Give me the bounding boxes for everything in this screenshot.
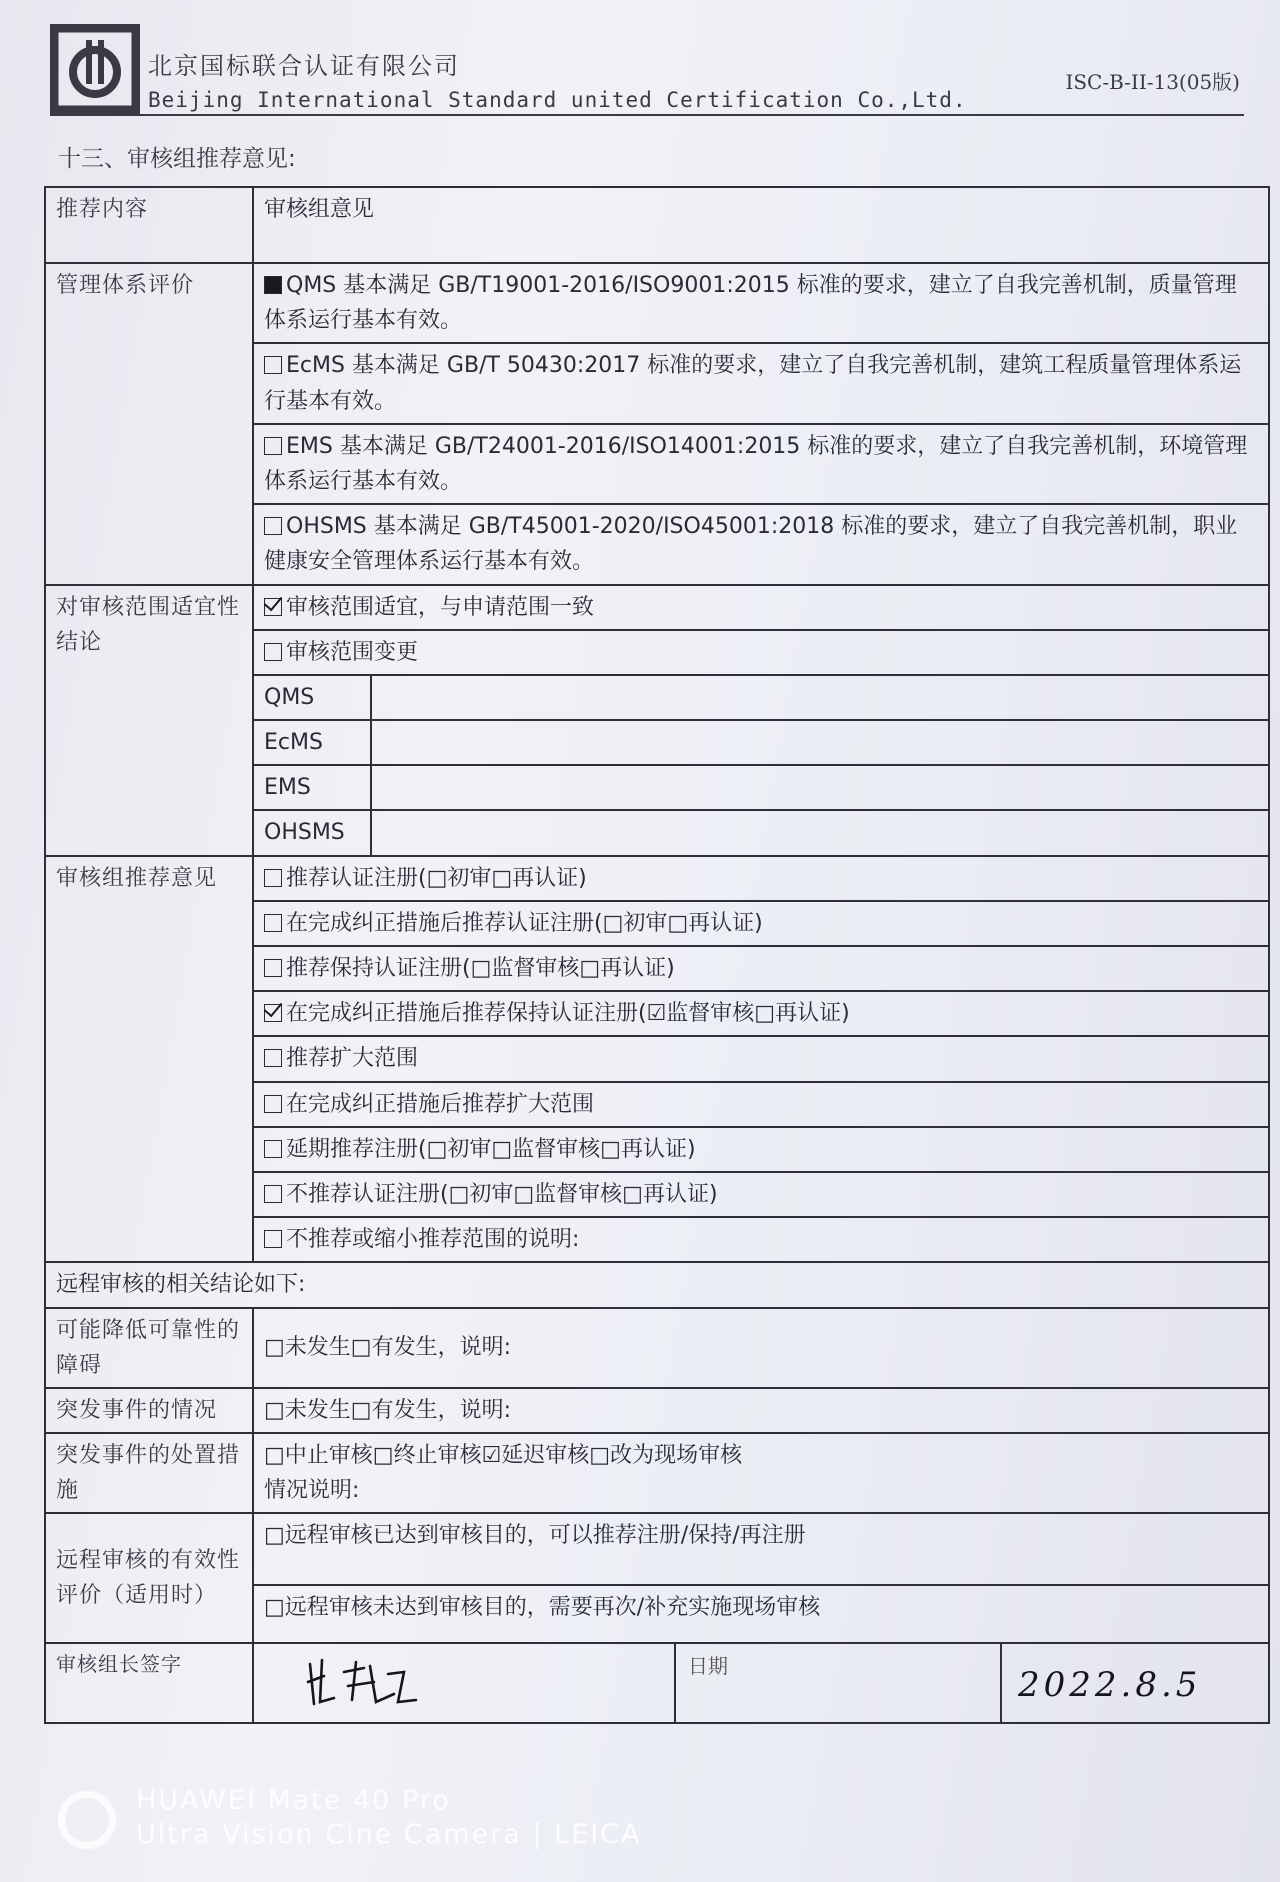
measure-note: 情况说明:	[264, 1478, 360, 1504]
measure-cell	[253, 1433, 1269, 1513]
recommend-item: 延期推荐注册(□初审□监督审核□再认证)	[253, 1127, 1269, 1172]
mgmt-item-ecms: EcMS 基本满足 GB/T 50430:2017 标准的要求，建立了自我完善机制，建筑工程质量管理体系运行基本有效。	[253, 343, 1269, 423]
watermark-line1: HUAWEI Mate 40 Pro	[136, 1785, 451, 1816]
scope-system-qms: QMS	[253, 675, 371, 720]
checkbox-ticked-icon[interactable]	[264, 598, 282, 616]
effect-label: 远程审核的有效性评价（适用时）	[45, 1513, 253, 1643]
effect-option-achieved[interactable]: □远程审核已达到审核目的，可以推荐注册/保持/再注册	[253, 1513, 1269, 1585]
checkbox-filled-icon[interactable]	[264, 276, 282, 294]
mgmt-item-ems: EMS 基本满足 GB/T24001-2016/ISO14001:2015 标准的要求，建立了自我完善机制，环境管理体系运行基本有效。	[253, 424, 1269, 504]
checkbox-icon[interactable]	[264, 1230, 282, 1248]
scope-conclusion-label: 对审核范围适宜性结论	[45, 585, 253, 856]
checkbox-icon[interactable]	[264, 517, 282, 535]
leica-ring-icon	[58, 1791, 116, 1849]
obstacle-value[interactable]: □未发生□有发生，说明:	[253, 1308, 1269, 1388]
watermark-line2: Ultra Vision Cine Camera | LEICA	[136, 1819, 642, 1850]
mgmt-item-qms: QMS 基本满足 GB/T19001-2016/ISO9001:2015 标准的要求，建立了自我完善机制，质量管理体系运行基本有效。	[253, 263, 1269, 343]
scope-system-ohsms: OHSMS	[253, 810, 371, 855]
checkbox-icon[interactable]	[264, 1185, 282, 1203]
header-recommend-content: 推荐内容	[45, 187, 253, 263]
recommend-item: 在完成纠正措施后推荐保持认证注册(☑监督审核□再认证)	[253, 991, 1269, 1036]
measure-value[interactable]: □中止审核□终止审核☑延迟审核□改为现场审核	[264, 1443, 743, 1469]
scope-option-changed: 审核范围变更	[253, 630, 1269, 675]
scope-system-ecms: EcMS	[253, 720, 371, 765]
header-team-opinion: 审核组意见	[253, 187, 1269, 263]
checkbox-icon[interactable]	[264, 914, 282, 932]
company-logo-icon	[50, 24, 140, 114]
remote-audit-title: 远程审核的相关结论如下:	[45, 1262, 1269, 1307]
date-label: 日期	[676, 1644, 1002, 1722]
checkbox-icon[interactable]	[264, 643, 282, 661]
leader-signature-label: 审核组长签字	[45, 1643, 253, 1723]
recommend-item: 不推荐认证注册(□初审□监督审核□再认证)	[253, 1172, 1269, 1217]
recommend-item: 推荐扩大范围	[253, 1036, 1269, 1081]
measure-label: 突发事件的处置措施	[45, 1433, 253, 1513]
recommend-item: 在完成纠正措施后推荐认证注册(□初审□再认证)	[253, 901, 1269, 946]
date-value[interactable]: 2022.8.5	[1018, 1665, 1202, 1706]
company-name-cn: 北京国标联合认证有限公司	[148, 52, 460, 80]
team-recommend-label: 审核组推荐意见	[45, 856, 253, 1263]
scope-system-ems-value[interactable]	[371, 765, 1269, 810]
company-name-en: Beijing International Standard united Certification Co.,Ltd.	[148, 88, 967, 112]
effect-option-not-achieved[interactable]: □远程审核未达到审核目的，需要再次/补充实施现场审核	[253, 1585, 1269, 1643]
scope-system-ems: EMS	[253, 765, 371, 810]
mgmt-eval-label: 管理体系评价	[45, 263, 253, 585]
checkbox-ticked-icon[interactable]	[264, 1004, 282, 1022]
checkbox-icon[interactable]	[264, 1095, 282, 1113]
section-title: 十三、审核组推荐意见:	[58, 146, 296, 172]
recommend-item: 在完成纠正措施后推荐扩大范围	[253, 1082, 1269, 1127]
recommend-item: 推荐保持认证注册(□监督审核□再认证)	[253, 946, 1269, 991]
header-divider	[50, 114, 1244, 116]
checkbox-icon[interactable]	[264, 437, 282, 455]
scope-system-qms-value[interactable]	[371, 675, 1269, 720]
scope-option-appropriate: 审核范围适宜，与申请范围一致	[253, 585, 1269, 630]
scope-system-ecms-value[interactable]	[371, 720, 1269, 765]
recommendation-table	[44, 186, 1270, 1724]
obstacle-label: 可能降低可靠性的障碍	[45, 1308, 253, 1388]
mgmt-item-ohsms: OHSMS 基本满足 GB/T45001-2020/ISO45001:2018 标准的要求，建立了自我完善机制，职业健康安全管理体系运行基本有效。	[253, 504, 1269, 584]
handwritten-signature-icon	[304, 1652, 424, 1712]
checkbox-icon[interactable]	[264, 1049, 282, 1067]
document-code: ISC-B-II-13(05版)	[1065, 70, 1240, 94]
scope-system-ohsms-value[interactable]	[371, 810, 1269, 855]
checkbox-icon[interactable]	[264, 869, 282, 887]
signature-row	[253, 1643, 1269, 1723]
signature-area[interactable]	[254, 1644, 676, 1722]
recommend-item: 不推荐或缩小推荐范围的说明:	[253, 1217, 1269, 1262]
checkbox-icon[interactable]	[264, 959, 282, 977]
recommend-item: 推荐认证注册(□初审□再认证)	[253, 856, 1269, 901]
checkbox-icon[interactable]	[264, 1140, 282, 1158]
incident-label: 突发事件的情况	[45, 1388, 253, 1433]
incident-value[interactable]: □未发生□有发生，说明:	[253, 1388, 1269, 1433]
checkbox-icon[interactable]	[264, 356, 282, 374]
